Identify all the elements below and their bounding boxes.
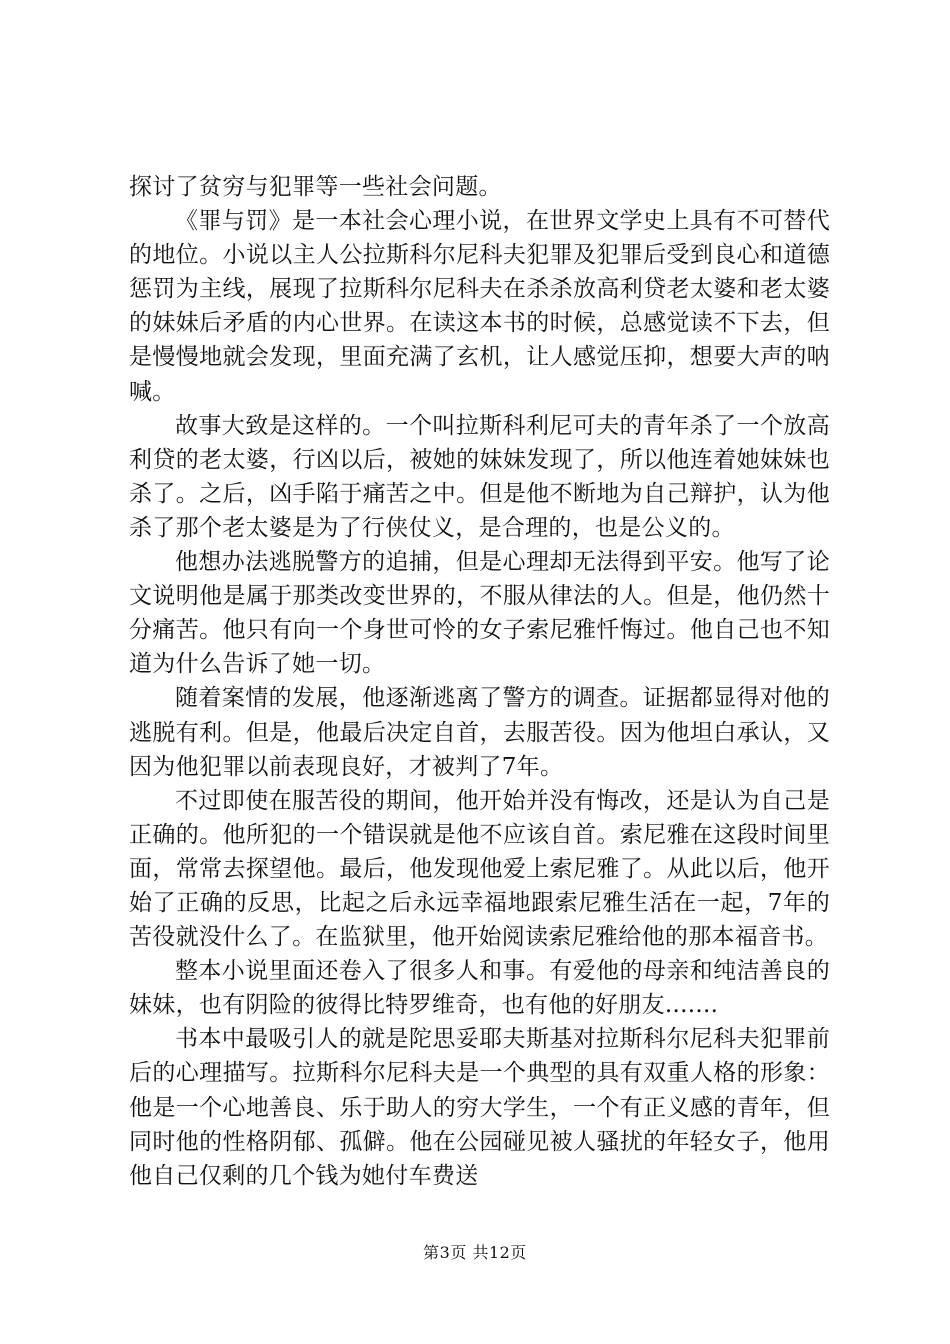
paragraph: 不过即使在服苦役的期间，他开始并没有悔改，还是认为自己是正确的。他所犯的一个错误就是他不应该自首。索尼雅在这段时间里面，常常去探望他。最后，他发现他爱上索尼雅了。从此以后，他开始了正确的反思，比起之后永远幸福地跟索尼雅生活在一起，7年的苦役就没什么了。在监狱里，他开始阅读索尼雅给他的那本福音书。	[129, 787, 830, 951]
paragraph: 书本中最吸引人的就是陀思妥耶夫斯基对拉斯科尔尼科夫犯罪前后的心理描写。拉斯科尔尼科夫是一个典型的具有双重人格的形象：他是一个心地善良、乐于助人的穷大学生，一个有正义感的青年，但同时他的性格阴郁、孤僻。他在公园碰见被人骚扰的年轻女子，他用他自己仅剩的几个钱为她付车费送	[129, 1026, 830, 1189]
document-body	[129, 170, 830, 1193]
paragraph: 整本小说里面还卷入了很多人和事。有爱他的母亲和纯洁善良的妹妹，也有阴险的彼得比特罗维奇，也有他的好朋友.......	[129, 958, 830, 1019]
paragraph: 他想办法逃脱警方的追捕，但是心理却无法得到平安。他写了论文说明他是属于那类改变世界的，不服从律法的人。但是，他仍然十分痛苦。他只有向一个身世可怜的女子索尼雅忏悔过。他自己也不知道为什么告诉了她一切。	[129, 549, 830, 678]
paragraph: 《罪与罚》是一本社会心理小说，在世界文学史上具有不可替代的地位。小说以主人公拉斯科尔尼科夫犯罪及犯罪后受到良心和道德惩罚为主线，展现了拉斯科尔尼科夫在杀杀放高利贷老太婆和老太婆的妹妹后矛盾的内心世界。在读这本书的时候，总感觉读不下去，但是慢慢地就会发现，里面充满了玄机，让人感觉压抑，想要大声的呐喊。	[129, 208, 830, 405]
paragraph: 故事大致是这样的。一个叫拉斯科利尼可夫的青年杀了一个放高利贷的老太婆，行凶以后，被她的妹妹发现了，所以他连着她妹妹也杀了。之后，凶手陷于痛苦之中。但是他不断地为自己辩护，认为他杀了那个老太婆是为了行侠仗义，是合理的，也是公义的。	[129, 412, 830, 541]
paragraph: 随着案情的发展，他逐渐逃离了警方的调查。证据都显得对他的逃脱有利。但是，他最后决定自首，去服苦役。因为他坦白承认，又因为他犯罪以前表现良好，才被判了7年。	[129, 685, 830, 780]
page-number-footer: 第3页 共12页	[423, 1243, 527, 1262]
paragraph-continuation: 探讨了贫穷与犯罪等一些社会问题。	[129, 174, 502, 200]
